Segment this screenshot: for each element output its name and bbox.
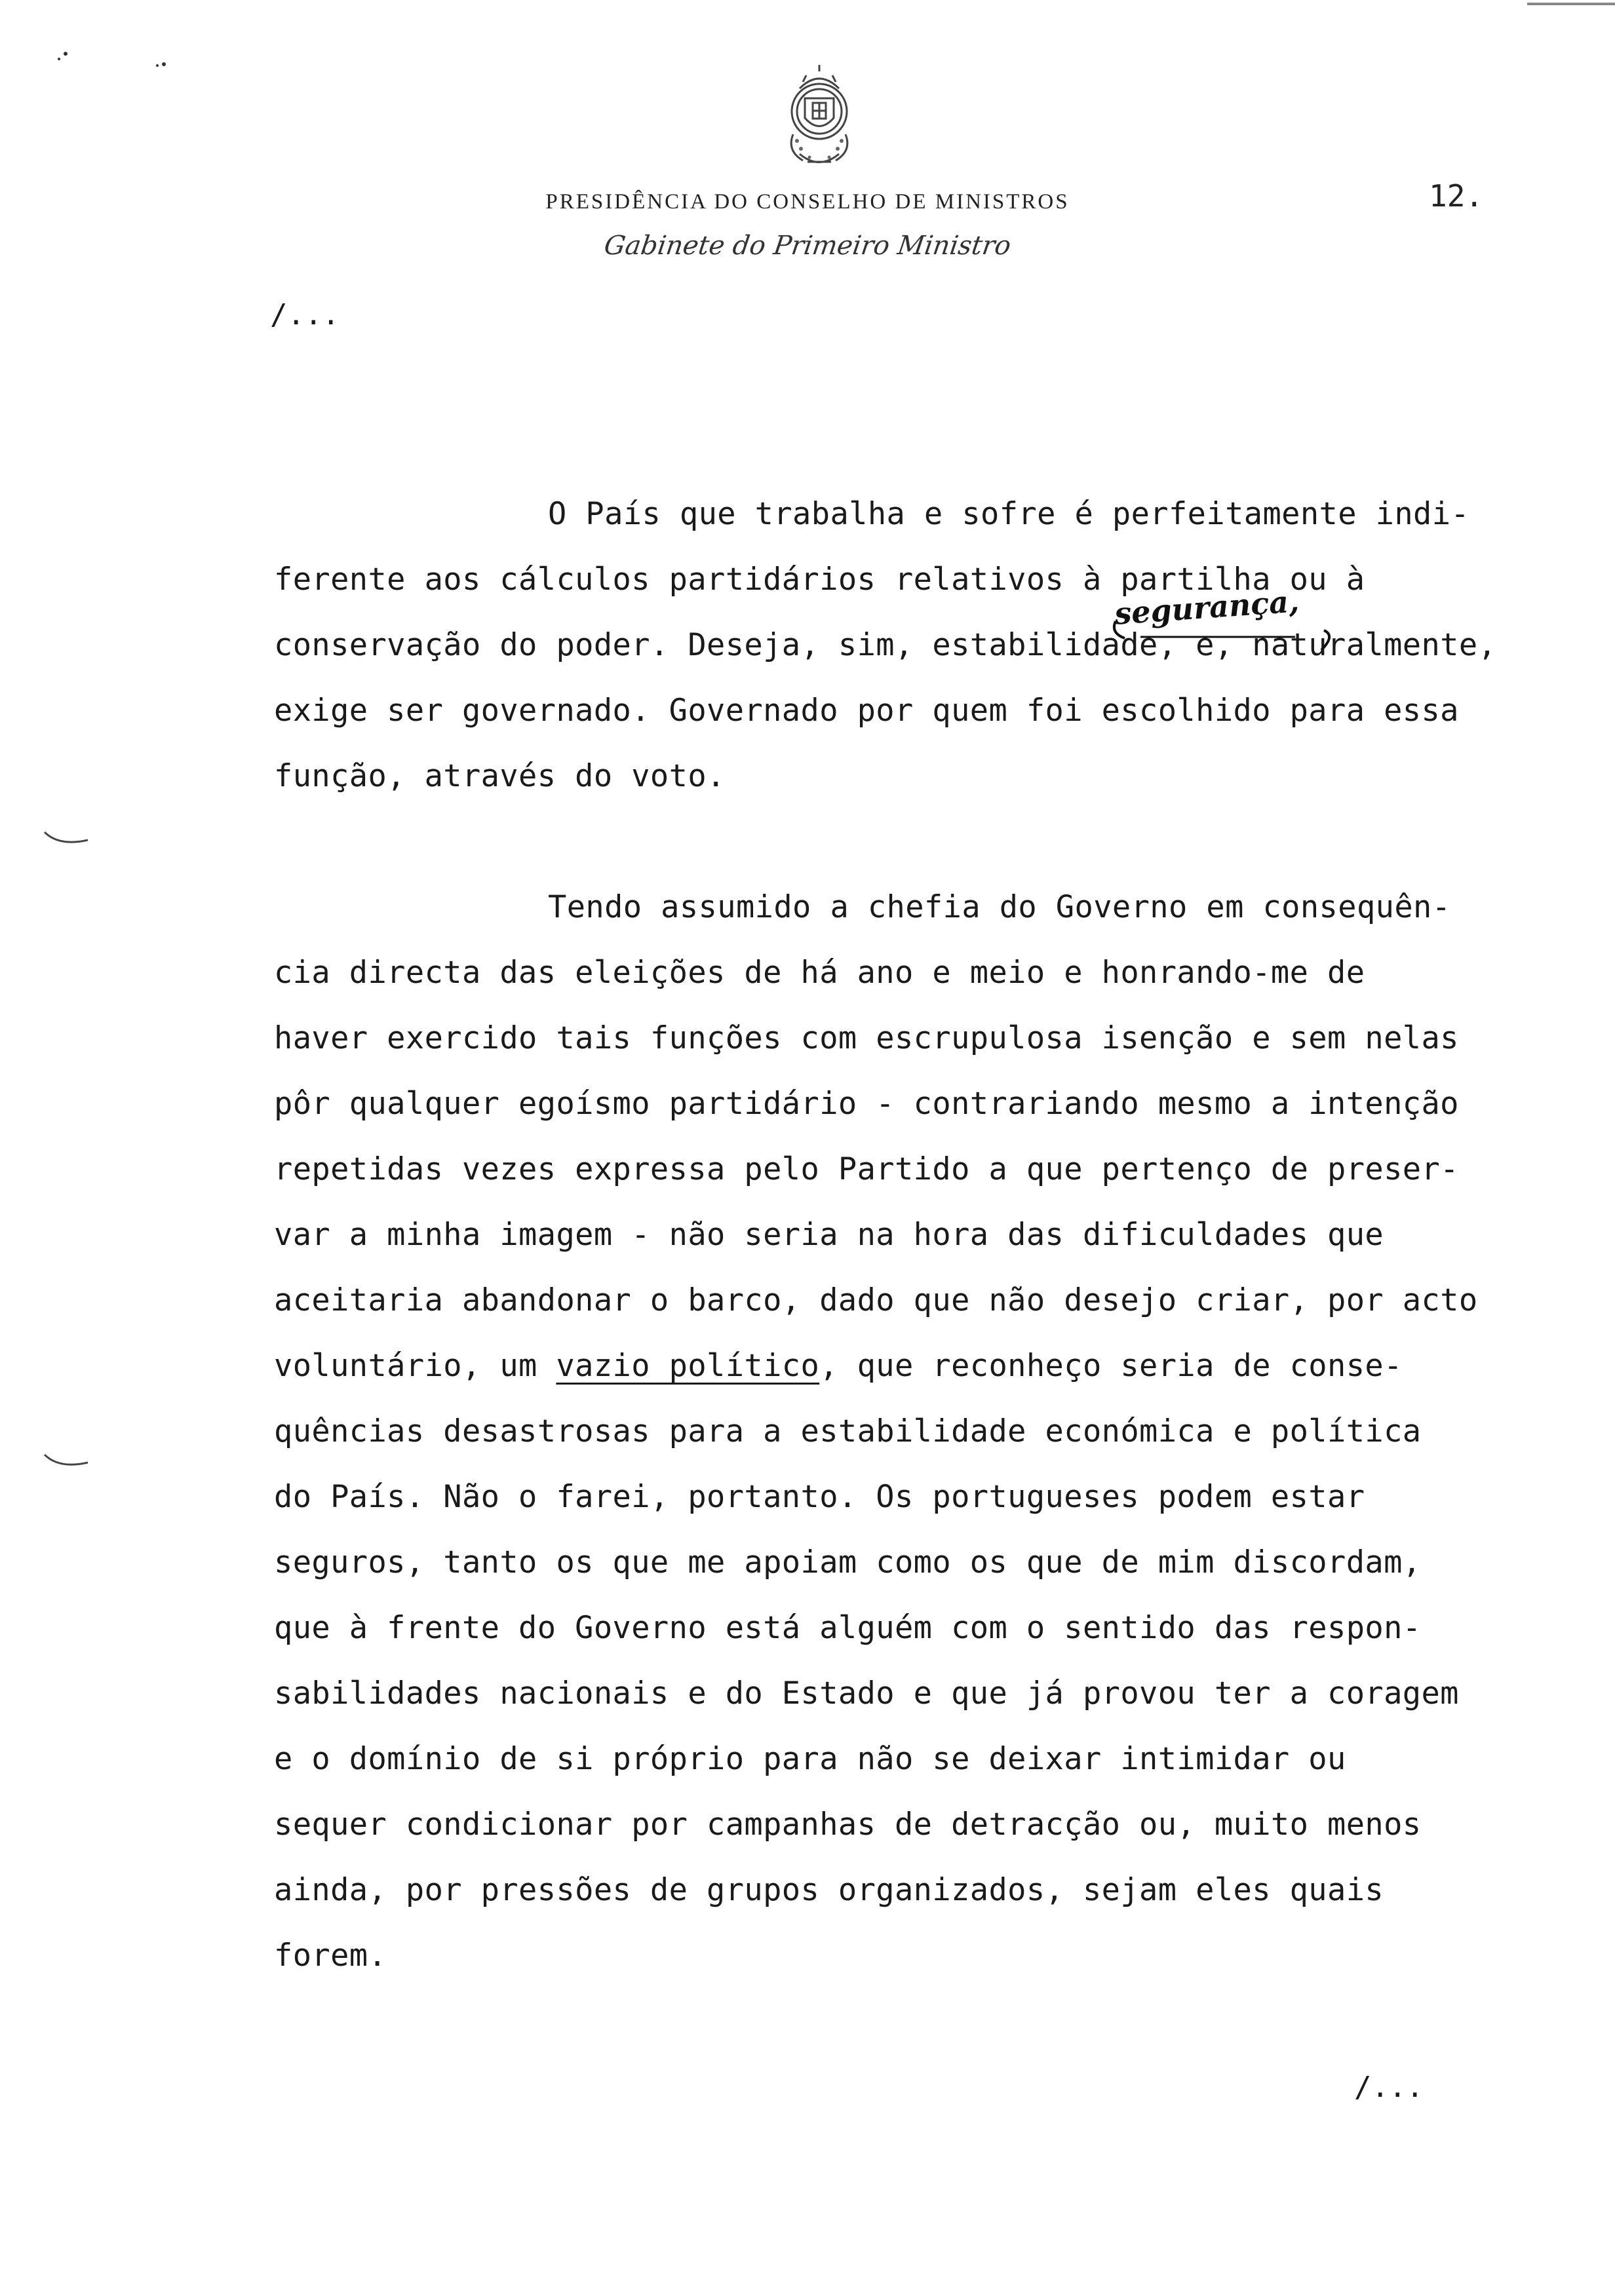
paragraph-line: função, através do voto. [274, 758, 726, 794]
paragraph-line: ainda, por pressões de grupos organizados, sejam eles quais [274, 1872, 1384, 1908]
paragraph-line: Tendo assumido a chefia do Governo em consequên- [548, 889, 1451, 925]
paragraph-line: var a minha imagem - não seria na hora das dificuldades que [274, 1217, 1384, 1253]
paragraph-line: seguros, tanto os que me apoiam como os que de mim discordam, [274, 1544, 1422, 1580]
paragraph-line: sabilidades nacionais e do Estado e que já provou ter a coragem [274, 1675, 1459, 1712]
paragraph-line: forem. [274, 1938, 387, 1974]
paragraph-line: conservação do poder. Deseja, sim, estabilidade, e, naturalmente, [274, 627, 1497, 663]
paragraph-line: aceitaria abandonar o barco, dado que não desejo criar, por acto [274, 1282, 1478, 1318]
scan-mark-icon [39, 1448, 92, 1474]
paragraph-2 [274, 875, 1572, 1989]
letterhead-organization: PRESIDÊNCIA DO CONSELHO DE MINISTROS [545, 190, 1070, 214]
scan-mark-icon [39, 826, 92, 852]
scan-edge-icon [1527, 0, 1615, 9]
paragraph-line: do País. Não o farei, portanto. Os portugueses podem estar [274, 1479, 1365, 1515]
paragraph-line: sequer condicionar por campanhas de detracção ou, muito menos [274, 1807, 1422, 1843]
letterhead-office: Gabinete do Primeiro Ministro [602, 231, 1013, 261]
handwritten-insertion: segurança, [1113, 583, 1300, 632]
underlined-phrase: vazio político [556, 1348, 820, 1384]
paragraph-line: O País que trabalha e sofre é perfeitamente indi- [548, 496, 1470, 532]
continuation-marker-bottom: /... [1354, 2071, 1424, 2104]
paragraph-line: cia directa das eleições de há ano e meio e honrando-me de [274, 955, 1365, 991]
paragraph-line: haver exercido tais funções com escrupulosa isenção e sem nelas [274, 1020, 1459, 1056]
line-text: voluntário, um [274, 1348, 556, 1384]
paragraph-line: repetidas vezes expressa pelo Partido a que pertenço de preser- [274, 1151, 1459, 1187]
paragraph-line: quências desastrosas para a estabilidade económica e política [274, 1413, 1422, 1449]
coat-of-arms-icon [773, 62, 865, 177]
page-number: 12. [1429, 178, 1484, 214]
paragraph-line: pôr qualquer egoísmo partidário - contrariando mesmo a intenção [274, 1086, 1459, 1122]
continuation-marker-top: /... [270, 298, 340, 332]
paragraph-line: exige ser governado. Governado por quem foi escolhido para essa [274, 693, 1459, 729]
scan-speck-icon [46, 39, 177, 79]
paragraph-line: e o domínio de si próprio para não se deixar intimidar ou [274, 1741, 1346, 1777]
paragraph-line [274, 1333, 1572, 1399]
line-text: , que reconheço seria de conse- [819, 1348, 1403, 1384]
paragraph-line: ferente aos cálculos partidários relativos à partilha ou à [274, 562, 1365, 598]
paragraph-line: que à frente do Governo está alguém com o sentido das respon- [274, 1610, 1422, 1646]
